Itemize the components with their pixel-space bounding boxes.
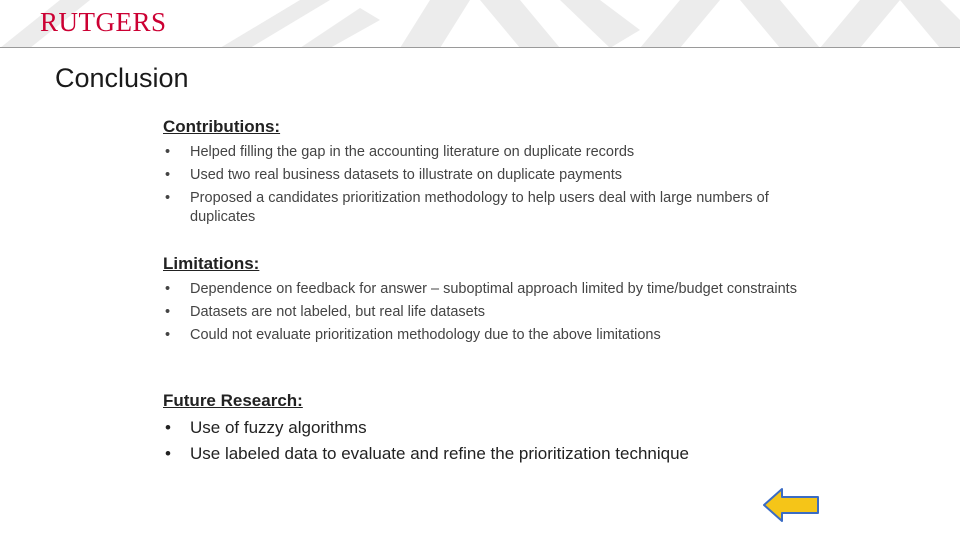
list-item [163,280,823,299]
limitations-section [163,254,823,349]
back-button[interactable] [762,487,820,523]
list-item [163,326,823,345]
list-item-text: Datasets are not labeled, but real life datasets [190,304,486,320]
list-item-text: Proposed a candidates prioritization methodology to help users deal with large numbers of duplicates [190,190,769,225]
list-item [163,143,823,162]
list-item-text: Use labeled data to evaluate and refine the prioritization technique [190,444,690,463]
bullet-list [163,143,823,227]
bullet-marker: • [165,327,171,343]
list-item-text: Could not evaluate prioritization methodology due to the above limitations [190,327,661,343]
list-item [163,166,823,185]
bullet-marker: • [165,418,171,437]
bullet-list [163,280,823,345]
bullet-marker: • [165,167,171,183]
section-heading: Future Research: [163,391,303,410]
contributions-section [163,117,823,231]
section-heading: Contributions: [163,117,281,136]
header-divider [0,47,960,48]
bullet-marker: • [165,190,171,206]
list-item [163,443,823,465]
future-research-section [163,391,823,469]
section-heading: Limitations: [163,254,260,273]
slide-header [0,0,960,48]
bullet-marker: • [165,304,171,320]
list-item-text: Use of fuzzy algorithms [190,418,367,437]
list-item-text: Dependence on feedback for answer – suboptimal approach limited by time/budget constraints [190,281,797,297]
rutgers-logo: RUTGERS [40,7,167,37]
list-item [163,303,823,322]
bullet-marker: • [165,444,171,463]
bullet-marker: • [165,281,171,297]
list-item [163,189,823,227]
left-arrow-icon [762,487,820,523]
list-item-text: Used two real business datasets to illustrate on duplicate payments [190,167,623,183]
slide-title: Conclusion [55,63,189,93]
list-item-text: Helped filling the gap in the accounting literature on duplicate records [190,144,635,160]
bullet-list [163,417,823,465]
list-item [163,417,823,439]
bullet-marker: • [165,144,171,160]
